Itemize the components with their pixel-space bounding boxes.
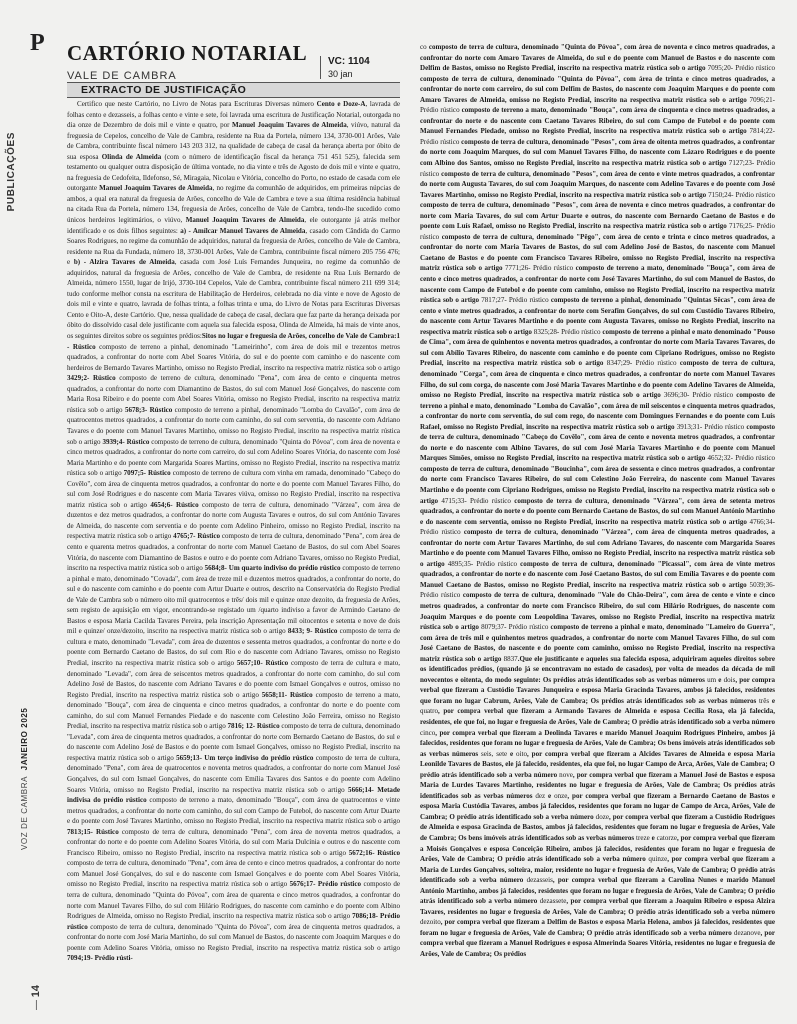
bold-term: composto de terra de cultura, denominado "Pêgo", com área de cento e trinta e cinco metros quadrados, a confrontar do norte com Maria Tavares de Bastos, do sul com Adelino José de Bastos, do nascente com Manuel Caetano de Bastos e do poente com Francisco Tavares Ribeiro, omisso no Registo Predial, inscrito na respectiva matriz rústica sob o artigo bbox=[420, 232, 775, 273]
bold-term: , por compra verbal que fizeram a Manuel José de Bastos e esposa Maria de Lurdes Tavares Martinho, residentes no lugar e freguesia de Arões, Vale de Cambra; Os prédios atrás identificados sob as verbas números bbox=[420, 770, 775, 800]
bold-term: , por compra verbal que fizeram a Alcides Tavares de Almeida e esposa Maria Leonilde Tavares de Bastos, ele já falecido, residentes, ela que foi, no lugar Campo de Arca, Arões, Vale de Cambra; O prédio atrás identificado sob a verba número bbox=[420, 749, 775, 779]
text-run: composto de terreno a pinhal, denominado "Lomba do Cavalão", com área de quatrocentos metros quadrados, a confrontar do norte com caminho, do sul com serventia, do nascente com Adriano Tavares e do poente com Manuel Tavares Martinho, omisso no Registo Predial, inscrito na respectiva matriz rústica sob o artigo bbox=[67, 405, 400, 446]
text-run: cinco bbox=[420, 728, 436, 737]
body-paragraph bbox=[67, 99, 400, 964]
bold-term: composto de terra de cultura, denominado "Cabeço do Covêlo", com área de cento e noventa metros quadrados, a confrontar do norte e do nascente com Albino Tavares, do sul com José Maria Tavares Martinho e do poente com Manuel Marques Simões, omisso no Registo Predial, inscrito na respectiva matriz rústica sob o artigo bbox=[420, 422, 775, 463]
bold-term: 7813;15- Rústico bbox=[67, 827, 119, 836]
bold-term: e bbox=[545, 791, 555, 800]
bold-term: composto de terreno a pinhal e mato, denominado "Lomba do Cavalão", com área de mil seiscentos e cinquenta metros quadrados, a confrontar do norte com serventia, do sul com rego, do nascente com Domingues Fernandes e do poente com Luís Rafael, omisso no Registo Predial, inscrito na respectiva matriz rústica sob o artigo bbox=[420, 391, 775, 431]
bold-term: 5659;13- Um terço indiviso do prédio rústico bbox=[176, 753, 314, 762]
bold-term: Manuel Joaquim Tavares de Almeida bbox=[232, 121, 347, 130]
text-run: composto de terra de cultura, denominado "Pena", com área de quatrocentos e noventa metros quadrados, a confrontar do norte com Manuel José Gonçalves, do sul com Ismael Gonçalves, do nascente com Emília Tavares dos Santos e do poente com Adelino Soares Vitória, omisso no Registo Predial, inscrito na respectiva matriz rústica sob o artigo bbox=[67, 753, 400, 794]
text-run: composto de terra de cultura, denominado "Pena", com área de cento e quarenta metros quadrados, a confrontar do norte com Manuel Caetano de Bastos, do sul com Abel Soares Vitória, do nascente com Diamantino de Bastos e outro e do poente com Adriano Tavares, omisso no Registo Predial, inscrito na respectiva matriz rústica sob o artigo bbox=[67, 532, 400, 573]
text-run: Certifico que neste Cartório, no Livro de Notas para Escrituras Diversas número bbox=[77, 100, 317, 108]
bold-term: composto de terreno a pinhal e mato, denominado "Lameiro do Guerra", com área de três mil e quinhentos metros quadrados, a confrontar do norte com Manuel Tavares Filho, do sul com José Caetano de Bastos, do nascente e do poente com caminho, omisso no Registo Predial, inscrito na respectiva matriz rústica sob o artigo bbox=[420, 623, 775, 663]
bold-term: , por compra verbal que fizeram a Manuel Rodrigues e esposa Almerinda Soares Vitória, residentes no lugar e freguesia de Arões, Vale de Cambra; Os prédios bbox=[420, 928, 775, 959]
text-run: , no regime da comunhão de adquiridos, em primeiras núpcias de ambos, a qual era natural da freguesia de Arões, concelho de Vale de Cambra e teve a sua última residência habitual na citada Rua da Portela, número 134, freguesia de Arões, concelho de Vale de Cambra, tendo-lhe sucedido como únicos herdeiros legitimários, o viúvo, bbox=[67, 184, 400, 225]
bold-term: , por compra verbal que fizeram a Delfim de Bastos e esposa Maria Helena, ambos já falecidos, residentes que foram no lugar e freguesia de Arões, Vale de Cambra; O prédio atrás identificado sob a verba número bbox=[420, 918, 775, 937]
text-run: composto de terreno de cultura, denominado "Pena", com área de cento e cinquenta metros quadrados, a confrontar do norte com Diamantino de Bastos, do sul com Manuel José Gonçalves, do nascente com Maria Rosa Ribeiro e do poente com Abel Soares Vitória, omisso no Registo Predial, inscrito na respectiva matriz rústica sob o artigo bbox=[67, 374, 400, 414]
text-run: 7817;27- Prédio rústico bbox=[481, 296, 549, 305]
bold-term: composto de terra de cultura, denominado "Várzea", com área de setenta metros quadrados, a confrontar do norte e do poente com Bernardo Caetano de Bastos, do sul com Manuel António Martinho e do nascente com serventia, omisso no Registo Predial, inscrito na respectiva matriz rústica sob o artigo bbox=[420, 496, 775, 526]
bold-term: Sitos no lugar e freguesia de Arões, concelho de Vale de Cambra:1 - Rústico bbox=[67, 332, 400, 351]
bold-term: 3429;2- Rústico bbox=[67, 374, 116, 383]
text-run: composto de terra de cultura e mato, denominado "Levada", com área de duzentos e sessenta metros quadrados, a confrontar do norte e do poente com Bernardo Caetano de Bastos, do sul com Rio e do nascente com Adriano Tavares, omisso no Registo Predial, inscrito na respectiva matriz rústica sob o artigo bbox=[67, 627, 400, 667]
text-run: , ele outorgante já atrás melhor identificado e os dois filhos seguintes: bbox=[67, 216, 400, 235]
reference-box bbox=[320, 56, 370, 79]
text-run: composto de terreno a mato, denominado "Bouça", com área de quatrocentos e vinte metros quadrados, a confrontar do norte com caminho, do sul com Campo de Futebol, do nascente com Artur Duarte e do poente com José Tavares Martinho, omisso no Registo Predial, inscrito na respectiva matriz rústica sob o artigo bbox=[67, 796, 400, 826]
text-run: 7095;20- Prédio rústico bbox=[707, 64, 775, 73]
text-run: , casado com Cândida do Carmo Soares Rodrigues, no regime da comunhão de adquiridos, natural da freguesia de Arões, concelho de Vale de Cambra, residente na Rua da Fundada, número 18, 3730-001 Arões, Vale de Cambra, contribuinte fiscal número 205 756 476; e bbox=[67, 226, 400, 267]
text-run: nove bbox=[559, 770, 573, 779]
text-run: quinze bbox=[648, 855, 668, 864]
bold-term: 5657;10- Rústico bbox=[236, 658, 289, 667]
bold-term: , por compra verbal que fizeram a Custódio Rodrigues de Almeida e esposa Gracinda de Bastos, ambos já falecidos, residentes que foram no lugar e freguesia de Arões, Vale de Cambra; Os bens imóveis atrás identificados sob as verbas números bbox=[420, 812, 775, 843]
text-run: dezoito bbox=[420, 918, 441, 927]
text-run: 8837 bbox=[503, 654, 518, 663]
text-run: composto de terreno a mato, denominado "Bouça", com área de cinquenta e cinco metros quadrados, a confrontar do norte e do poente com caminho, do sul com Manuel Fernandes Piedade e do nascente com Celestino João Ferreira, omisso no Registo Predial, inscrito na respectiva matriz rústica sob o artigo bbox=[67, 690, 400, 731]
body-paragraph bbox=[420, 42, 775, 960]
bold-term: 8433; 9- Rústico bbox=[287, 627, 338, 636]
bold-term: , por compra verbal que fizeram a Moisés Gonçalves e esposa Conceição Ribeiro, ambos já falecidos, residentes que foram no lugar e freguesia de Arões, Vale de Cambra; O prédio atrás identificado sob a verba número bbox=[420, 834, 775, 864]
text-run: dezanove bbox=[733, 928, 761, 937]
bold-term: composto de terra de cultura, denominado "Várzea", com área de cinquenta metros quadrados, a confrontar do norte com Artur Tavares Martinho, do sul com Adriano Tavares, do nascente com Margarida Soares Martinho e do poente com Manuel Tavares Filho, omisso no Registo Predial, inscrito na respectiva matriz rústica sob o artigo bbox=[420, 528, 775, 568]
bold-term: 4654;6- Rústico bbox=[150, 500, 199, 509]
bold-term: , por compra verbal que fizeram a Joaquim Ribeiro e esposa Alzira Tavares, residentes no lugar e freguesia de Arões, Vale de Cambra; O prédio atrás identificado sob a verba número bbox=[420, 897, 775, 916]
text-run: composto de terra de cultura, denominado "Levada", com área de cinquenta metros quadrados, a confrontar do norte com Bernardo Caetano de Bastos, do sul e do nascente com Adelino José de Bastos e do poente com Ismael Gonçalves, omisso no Registo Predial, inscrito na respectiva matriz rústica sob o artigo bbox=[67, 722, 400, 762]
issue-date: JANEIRO 2025 bbox=[20, 707, 29, 771]
text-run: composto de terra de cultura, denominado "Pena", com área de cento e cinco metros quadrados, a confrontar do norte com Manuel José Gonçalves, do sul e do nascente com Ismael Gonçalves e do poente com Abel Soares Vitória, omisso no Registo Predial, inscrito na respectiva matriz rústica sob o artigo bbox=[67, 859, 400, 889]
text-run: 3913;31- Prédio rústico bbox=[676, 422, 745, 431]
bold-term: composto de terra de cultura, denominado "Quinta do Póvoa", com área de trinta e cinco metros quadrados, a confrontar do norte com carreiro, do sul com Delfim de Bastos, do nascente com Joaquim Marques e do poente com Amaro Tavares de Almeida, omisso no Registo Predial, inscrito na respectiva matriz rústica sob o artigo bbox=[420, 74, 775, 104]
bold-term: composto de terra de cultura, denominado "Pesos", com área de noventa e cinco metros quadrados, a confrontar do norte com Maria Tavares, do sul com Artur Duarte e outros, do nascente com Bernardo Caetano de Bastos e do poente com Luís Rafael, omisso no Registo Predial, inscrito na respectiva matriz rústica sob o artigo bbox=[420, 201, 775, 231]
section-letter: P bbox=[30, 30, 45, 56]
text-run: 7814;22- Prédio rústico bbox=[420, 127, 775, 146]
text-run: dezassete bbox=[539, 897, 567, 906]
bold-term: a) - Amílcar Manuel Tavares de Almeida bbox=[180, 226, 306, 235]
text-run: 8325;28- Prédio rústico bbox=[533, 327, 601, 336]
text-run: 4652;32- Prédio rústico bbox=[707, 454, 775, 463]
text-run: , lavrada de folhas cento e dezasseis, a folhas cento e vinte e sete, foi lavrada uma escritura de Justificação Notarial, outorgada no dia onze de Dezembro de dois mil e vinte e quatro, por bbox=[67, 100, 400, 130]
bold-term: composto de terreno a mato, denominado "Bouça", com área de cinquenta e cinco metros quadrados, a confrontar do norte e do nascente com Caetano Tavares Ribeiro, do sul com Campo de Futebol e do poente com Manuel Fernandes Piedade, omisso no Registo Predial, inscrito na respectiva matriz rústica sob o artigo bbox=[420, 106, 775, 136]
bold-term: composto de terra de cultura, denominado "Boucinha", com área de sessenta e cinco metros quadrados, a confrontar do norte com Francisco Tavares Ribeiro, do sul com Celestino João Ferreira, do nascente com Manuel Tavares Martinho e do poente com Cipriano Rodrigues, omisso no Registo Predial, inscrito na respectiva matriz rústica sob o artigo bbox=[420, 464, 775, 505]
publication-name: VOZ DE CAMBRA bbox=[20, 775, 29, 850]
bold-term: Olinda de Almeida bbox=[101, 152, 162, 161]
bold-term: composto de terra de cultura, denominado "Pesos", com área de oitenta metros quadrados, a confrontar do norte com Joaquim Marques, do sul com Manuel Tavares Filho, do nascente com Lázaro Rodrigues e do poente com Albino dos Santos, omisso no Registo Predial, inscrito na respectiva matriz rústica sob o artigo bbox=[420, 137, 775, 168]
publication-line bbox=[20, 610, 29, 850]
bold-term: .Que ele justificante e aqueles sua falecida esposa, adquiriram aqueles direitos sobre os identificados prédios, (quando já se encontravam no estado de casados), por volta de meados da década de mil novecentos e oitenta, do modo seguinte: Os prédios atrás identificados sob as verbas números bbox=[420, 654, 775, 684]
text-run: doze bbox=[595, 812, 609, 821]
text-run: oito bbox=[516, 749, 528, 758]
bold-term: Manuel Joaquim Tavares de Almeida bbox=[99, 184, 213, 193]
text-run: 4766;34- Prédio rústico bbox=[420, 517, 775, 537]
text-run: composto de terreno de cultura com vinha em ramada, denominado "Cabeço do Covêlo", com área de cinquenta metros quadrados, a confrontar do norte e do poente com Manuel Tavares Filho, do sul com José Rodrigues e do nascente com Maria Tavares viúva, omisso no Registo Predial, inscrito na respectiva matriz rústica sob o artigo bbox=[67, 469, 400, 509]
page-number-line: — 14 bbox=[30, 984, 42, 1010]
bold-term: 4765;7- Rústico bbox=[173, 532, 221, 541]
bold-term: 7816; 12- Rústico bbox=[227, 722, 280, 731]
bold-term: 5684;8- Um quarto indiviso do prédio rústico bbox=[204, 564, 341, 573]
bold-term: 7094;19- Prédio rústi- bbox=[67, 954, 133, 963]
text-run: três bbox=[758, 696, 770, 705]
text-run: (com o número de identificação fiscal da herança 751 451 525), falecida sem testamento ou qualquer outra disposição de última vontade, no dia vinte e três de Agosto de dois mil e vinte e quatro, na freguesia de Cedofeita, Ildefonso, Sé, Miragaia, Nicolau e Vitória, concelho do Porto, no estado de casada com ele outorgante bbox=[67, 152, 400, 193]
text-run: composto de terra de cultura, denominado "Quinta do Póvoa", com área de cinquenta metros quadrados, a confrontar do norte com José Maria Martinho, do sul com Manuel de Bastos, do nascente com Joaquim Marques e do poente com Adelino Soares Vitória, omisso no Registo Predial, inscrito na respectiva matriz rústica sob o artigo bbox=[67, 922, 400, 952]
page-number: 14 bbox=[30, 984, 42, 998]
bold-term: e bbox=[769, 696, 775, 705]
body-column-1 bbox=[67, 99, 400, 992]
text-run: quatro bbox=[420, 707, 439, 716]
reference-code: VC: 1104 bbox=[328, 56, 370, 67]
bold-term: 5666;14- Metade indivisa do prédio rústico bbox=[67, 785, 400, 805]
bold-term: 5678;3- Rústico bbox=[124, 405, 173, 414]
text-run: seis, sete bbox=[480, 749, 508, 758]
bold-term: composto de terra de cultura, denominado "Pesos", com área de cento e vinte metros quadrados, a confrontar do norte com Augusta Tavares, do sul com Joaquim Marques, do nascente com Adelino Tavares e do poente com José Tavares Martinho, omisso no Registo Predial, inscrito na respectiva matriz rústica sob o artigo bbox=[420, 169, 775, 199]
section-label: PUBLICAÇÕES bbox=[6, 132, 17, 212]
text-run: um bbox=[707, 675, 717, 684]
body-column-2 bbox=[420, 42, 775, 992]
text-run: 3696;30- Prédio rústico bbox=[663, 391, 734, 400]
bold-term: 7086;18- Prédio rústico bbox=[67, 912, 400, 931]
bold-term: Manuel Joaquim Tavares de Almeida bbox=[185, 216, 305, 225]
bold-term: 5658;11- Rústico bbox=[261, 690, 313, 699]
text-run: 7096;21- Prédio rústico bbox=[420, 95, 775, 115]
text-run: onze bbox=[554, 791, 568, 800]
page-margin bbox=[0, 0, 60, 1024]
notice-title: CARTÓRIO NOTARIAL bbox=[67, 41, 308, 65]
bold-term: 3939;4- Rústico bbox=[102, 437, 150, 446]
text-run: 7127;23- Prédio rústico bbox=[420, 159, 775, 178]
text-run: 4715;33- Prédio rústico bbox=[441, 496, 511, 505]
bold-term: composto de terra de cultura, denominado "Corga", com área de cinquenta e cinco metros quadrados, a confrontar do norte com Manuel Tavares Filho, do sul com corga, do nascente com José Maria Tavares Martinho e do poente com Adelino Tavares de Almeida, omisso no Registo Predial, inscrito na respectiva matriz rústica sob o artigo bbox=[420, 359, 775, 400]
extract-banner bbox=[67, 82, 400, 98]
text-run: dezasseis bbox=[526, 876, 553, 885]
text-run: composto de terra de cultura, denominado "Várzea", com área de duzentos e dez metros quadrados, a confrontar do norte com Augusta Tavares e outros, do sul com António Tavares de Almeida, do nascente com serventia e do poente com Adelino Pinheiro, omisso no Registo Predial, inscrito na respectiva matriz rústica sob o artigo bbox=[67, 500, 400, 541]
bold-term: , por compra verbal que fizeram a Maria de Lurdes Gonçalves, solteira, maior, residente no lugar e freguesia de Arões, Vale de Cambra; O prédio atrás identificado sob a verba número bbox=[420, 855, 775, 885]
bold-term: , por compra verbal que fizeram a Armando Tavares de Almeida e esposa Cecília Rosa, ela já falecida, residentes, ele que foi, no lugar e freguesia de Arões, Vale de Cambra; O prédio atrás identificado sob a verba número bbox=[420, 707, 775, 726]
text-run: 4895;35- Prédio rústico bbox=[447, 559, 518, 568]
bold-term: composto de terra de cultura, denominado "Picassal", com área de vinte metros quadrados, a confrontar do norte e do nascente com José Caetano Bastos, do sul com Emília Tavares e do poente com Manuel Caetano de Bastos, omisso no Registo Predial, inscrito na respectiva matriz rústica sob o artigo bbox=[420, 559, 775, 589]
text-run: dois bbox=[723, 675, 736, 684]
text-run: co bbox=[420, 43, 427, 51]
bold-term: composto de terreno a pinhal, denominado "Quintas Sêcas", com área de cento e vinte metros quadrados, a confrontar do norte com Serafim Gonçalves, do sul com Custódio Tavares Ribeiro, do nascente com Artur Tavares Martinho e do poente com Augusta Tavares, omisso no Registo Predial, inscrito na respectiva matriz rústica sob o artigo bbox=[420, 296, 775, 336]
text-run: 5039;36- Prédio rústico bbox=[420, 580, 775, 600]
bold-term: b) - Alzira Tavares de Almeida bbox=[73, 258, 175, 267]
bold-term: e bbox=[649, 834, 657, 843]
bold-term: composto de terra de cultura, denominado "Vale do Chão-Deira", com área de cento e vinte e cinco metros quadrados, a confrontar do norte com Francisco Ribeiro, do sul com Hilário Rodrigues, do nascente com Joaquim Marques e do poente com Leopoldina Tavares, omisso no Registo Predial, inscrito na respectiva matriz rústica sob o artigo bbox=[420, 591, 775, 632]
text-run: , casada com José Luís Fernandes Junqueira, no regime da comunhão de adquiridos, natural da freguesia de Arões, concelho de Vale de Cambra, de residente na Rua Luís Bernardo de Almeida, número 1550, lugar de Irijó, 3730-104 Cepelos, Vale de Cambra, contribuinte fiscal número 211 699 314; tudo conforme melhor consta na escritura de Habilitação de Herdeiros, celebrada no dia vinte e nove de Agosto de dois mil e vinte e quatro, lavrada de folhas trinta, a folhas trinta e uma, do Livro de Notas para Escrituras Diversas Cento e Oito-A, deste Cartório. Que, nessa qualidade de cabeça de casal, declara que faz parte da herança deixada por óbito do dissolvido casal dele justificante com aquela sua falecida esposa, Olinda de Almeida, há mais de vinte anos, os seguintes direitos sobre os seguintes prédios: bbox=[67, 258, 400, 341]
bold-term: Cento e Doze-A bbox=[316, 100, 366, 108]
text-run: 7176;25- Prédio rústico bbox=[420, 222, 775, 241]
text-run: composto de terreno a pinhal, denominado "Lameirinho", com área de dois mil e trezentos metros quadrados, a confrontar do norte com Abel Soares Vitória, do sul e do poente com caminho e do nascente com herdeiros de Bernardo Tavares Martinho, omisso no Registo Predial, inscrito na respectiva matriz rústica sob o artigo bbox=[67, 342, 400, 372]
text-run: dez bbox=[535, 791, 546, 800]
text-run: 8079;37- Prédio rústico bbox=[481, 623, 549, 632]
notice-subtitle: VALE DE CAMBRA bbox=[67, 70, 177, 82]
text-run: composto de terreno de cultura, denominado "Quinta do Póvoa", com área de noventa e cinco metros quadrados, a confrontar do norte com carreiro, do sul com Adelino Soares Vitória, do nascente com José Maria Martinho e do poente com Margarida Soares Martins, omisso no Registo Predial, inscrito na respectiva matriz rústica sob o artigo bbox=[67, 437, 400, 478]
bold-term: , por compra verbal que fizeram a Bernardo Caetano de Bastos e esposa Maria Custódia Tavares, ambos já falecidos, residentes que foram no lugar de Campo de Arca, Arões, Vale de Cambra; O prédio atrás identificado sob a verba número bbox=[420, 791, 775, 821]
bold-term: composto de terra de cultura, denominado "Quinta do Póvoa", com área de noventa e cinco metros quadrados, a confrontar do norte com Amaro Tavares de Almeida, do sul e do poente com Manuel de Bastos e do nascente com Delfim de Bastos, omisso no Registo Predial, inscrito na respectiva matriz rústica sob o artigo bbox=[420, 43, 775, 73]
text-run: treze bbox=[636, 834, 650, 843]
bold-term: 5672;16- Rústico bbox=[348, 848, 400, 857]
text-run: , viúvo, natural da freguesia de Cepelos, concelho de Vale de Cambra, residente na Rua da Portela, número 134, 3730-001 Arões, Vale de Cambra, contribuinte fiscal número 143 203 312, na qualidade de cabeça de casal da herança aberta por óbito de sua esposa bbox=[67, 121, 400, 161]
text-run: composto de terra de cultura, denominado "Quinta do Póvoa", com área de quarenta e cinco metros quadrados, a confrontar do norte com Manuel Tavares Filho, do sul com Hilário Rodrigues, do nascente com caminho e do poente com Albino Rodrigues de Almeida, omisso no Registo Predial, inscrito na respectiva matriz rústica sob o artigo bbox=[67, 880, 400, 921]
bold-term: composto de terreno a mato, denominado "Bouça", com área de cento e cinco metros quadrados, a confrontar do norte com José Tavares Martinho, do sul com Manuel de Bastos, do nascente com Campo de Futebol e do poente com caminho, omisso no Registo Predial, inscrito na respectiva matriz rústica sob o artigo bbox=[420, 264, 775, 305]
bold-term: e bbox=[716, 675, 724, 684]
text-run: catorze bbox=[656, 834, 678, 843]
bold-term: e bbox=[507, 749, 517, 758]
text-run: 7150;24- Prédio rústico bbox=[708, 190, 775, 199]
bold-term: 7097;5- Rústico bbox=[123, 469, 171, 478]
text-run: composto de terra de cultura e mato, denominado "Levada", com área de seiscentos metros quadrados, a confrontar do norte com caminho, do sul com Adelino José de Bastos, do nascente com Adriano Tavares e do poente com Ismael Gonçalves e outros, omisso no Registo Predial, inscrito na respectiva matriz rústica sob o artigo bbox=[67, 658, 400, 699]
text-run: composto de terreno a pinhal e mato, denominado "Covada", com área de treze mil e duzentos metros quadrados, a confrontar do norte, do sul e do nascente com caminho e do poente com Artur Duarte e outros, descrito na Conservatória do Registo Predial de Vale de Cambra sob o número oito mil quatrocentos e três/ dois mil e quinze onze dezoito, da freguesia de Arões, sem registo de aquisição em vigor, encontrando-se registado um /quarto indiviso a favor de Armindo Caetano de Bastos e esposa Maria Cacilda Tavares Pereira, pela inscrição Apresentação mil oitocentos e setenta e nove de dois mil e quinze/ onze/dezoito, inscrito na respectiva matriz rústica sob o artigo bbox=[67, 564, 400, 636]
bold-term: , por compra verbal que fizeram a Deolinda Tavares e marido Manuel Joaquim Rodrigues Pinheiro, ambos já falecidos, residentes que foram no lugar e freguesia de Arões, Vale de Cambra; Os bens imóveis atrás identificados sob as verbas números bbox=[420, 728, 775, 758]
text-run: composto de terra de cultura, denominado "Pena", com área de noventa metros quadrados, a confrontar do norte e do poente com Adelino Soares Vitória, do sul com Maria Dulcínia e outros e do nascente com Francisco Ribeiro, omisso no Registo Predial, inscrito na respectiva matriz rústica sob o artigo bbox=[67, 827, 400, 857]
text-run: 7771;26- Prédio rústico bbox=[505, 264, 574, 273]
bold-term: , por compra verbal que fizeram a Custódio Tavares Junqueira e esposa Maria Gracinda Tavares, ambos já falecidos, residentes que foram no lugar Cabrum, Arões, Vale de Cambra; Os prédios atrás identificados sob as verbas números bbox=[420, 675, 775, 705]
bold-term: composto de terreno a pinhal e mato denominado "Pouso de Cima", com área de quinhentos e noventa metros quadrados, a confrontar do norte com Maria Tavares Tavares, do sul com Abílio Tavares Ribeiro, do nascente com caminho e do poente com Cipriano Rodrigues, omisso no Registo Predial, inscrito na respectiva matriz rústica sob o artigo bbox=[420, 327, 775, 368]
extract-label: EXTRACTO DE JUSTIFICAÇÃO bbox=[81, 84, 247, 96]
text-run: 8347;29- Prédio rústico bbox=[606, 359, 677, 368]
bold-term: 5676;17- Prédio rústico bbox=[289, 880, 362, 889]
bold-term: , por compra verbal que fizeram a Carolina Nunes e marido Manuel António Martinho, ambos já falecidos, residentes que foram no lugar e freguesia de Arões, Vale de Cambra; O prédio atrás identificado sob a verba número bbox=[420, 876, 775, 906]
reference-date: 30 jan bbox=[328, 69, 353, 79]
